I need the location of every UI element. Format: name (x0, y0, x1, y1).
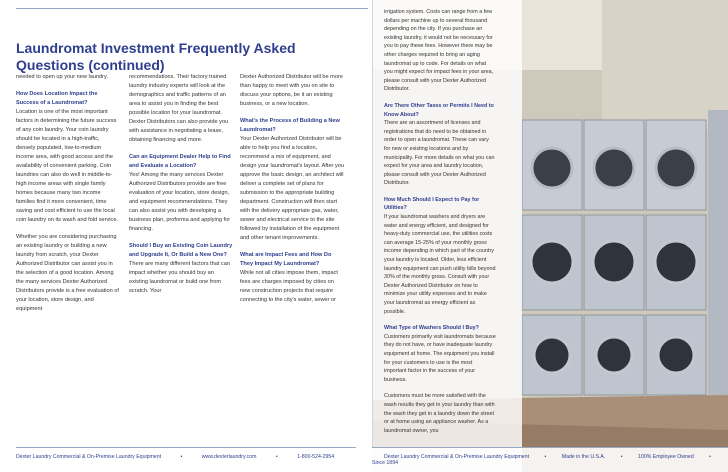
col1-text-3: Whether you are considering purchasing an existing laundry or building a new laundry from scratch, your Dexter Authorized Distributor can assist you in the selection of a good location. Among the many services Dexter Authorized Distributors provide is a free evaluation of your location, store design, and equipment (16, 234, 119, 312)
col4-paragraph-4 (384, 324, 496, 384)
col3-heading-2: What's the Process of Building a New Laundromat? (240, 118, 340, 133)
footer-right-since: Since 1894 (372, 460, 398, 466)
column-3 (240, 73, 344, 313)
footer-right-made: Made in the U.S.A. (561, 454, 606, 460)
col1-text-1: needed to open up your new laundry. (16, 74, 108, 80)
col4-text-1: irrigation system. Costs can range from a few dollars per machine up to several thousand depending on the city. If you purchase an existing laundry, it would not be necessary for you to pay these fees. However there may be other charges required to bring an aging laundromat up to code. For details on what you might expect for impact fees in your area, please consult with your Dexter Authorized Distributor. (384, 9, 494, 93)
col4-heading-3: How Much Should I Expect to Pay for Utilities? (384, 196, 480, 212)
footer-right (372, 447, 728, 472)
col3-text-3: While not all cities impose them, impact fees are charges imposed by cities on new construction projects that require connecting to the city's water, sewer or (240, 270, 338, 303)
col4-text-4: Customers primarily visit laundromats because they do not have, or have inadequate laundry equipment at home. The equipment you install for your customers to use is the most important factor in the success of your business. (384, 333, 496, 383)
col4-paragraph-5 (384, 392, 496, 435)
footer-left-phone: 1-800-524-2954 (297, 454, 335, 460)
col2-heading-3: Should I Buy an Existing Coin Laundry and Upgrade It, Or Build a New One? (129, 243, 233, 258)
footer-left-company: Dexter Laundry Commercial & On-Premise Laundry Equipment (16, 454, 162, 460)
col4-heading-2: Are There Other Taxes or Permits I Need to Know About? (384, 102, 494, 118)
col4-paragraph-3 (384, 196, 496, 316)
column-4 (384, 0, 496, 435)
col3-heading-3: What are Impact Fees and How Do They Impact My Laundromat? (240, 252, 332, 267)
col3-paragraph-2 (240, 117, 344, 243)
col4-heading-4: What Type of Washers Should I Buy? (384, 325, 479, 332)
top-rule (16, 8, 368, 9)
column-2 (129, 73, 233, 304)
footer-right-separator-1: • (544, 454, 547, 460)
col2-text-1: recommendations. Their factory trained laundry industry experts will look at the demographics and traffic patterns of an area to assist you in finding the best possible location for your laundromat. Dexter Distributors can also provide you with assistance in negotiating a lease, obtaining financing and more. (129, 74, 229, 143)
col1-text-2: Location is one of the most important factors in determining the future success of any coin laundry. Your coin laundry should be located in a high-traffic, densely populated, low-to-medium income area, with good access and the availability of convenient parking. Coin laundries can also do well in middle-to-high income areas with single family homes because many two income families find it more convenient, time saving and cost efficient to use the local coin laundry on its wash and fold service. (16, 109, 118, 223)
col2-text-2: Yes! Among the many services Dexter Authorized Distributors provide are free evaluation of your location, store design, and equipment recommendations. They can also assist you with developing a business plan, proforma and applying for financing. (129, 172, 231, 232)
col2-paragraph-2 (129, 153, 233, 234)
footer-right-separator-2: • (620, 454, 623, 460)
page-gutter (372, 0, 373, 472)
footer-left-website[interactable]: www.dexterlaundry.com (201, 454, 257, 460)
footer-right-owned: 100% Employee Owned (638, 454, 694, 460)
col1-paragraph-3 (16, 233, 120, 314)
footer-right-separator-3: • (709, 454, 711, 460)
col4-text-3: If your laundromat washers and dryers are water and energy efficient, and designed for heavy-duty commercial use, the utilities costs can average 15-25% of your monthly gross income depending in which part of the country your laundry is located. Older, less efficient laundry equipment can push utility bills beyond 30% of the monthly gross. Consult with your Dexter Authorized Distributor on how to minimize your utility expenses and to make your laundromat as energy efficient as possible. (384, 214, 496, 315)
col2-text-3: There are many different factors that can impact whether you should buy an existing laundromat or build one from scratch. Your (129, 261, 230, 294)
footer-left-separator-1: • (180, 454, 183, 460)
col4-paragraph-2 (384, 102, 496, 188)
col1-paragraph-2 (16, 90, 120, 225)
footer-left (16, 447, 356, 460)
col3-paragraph-1 (240, 73, 344, 109)
column-1 (16, 73, 120, 322)
col2-paragraph-1 (129, 73, 233, 145)
right-text-panel (372, 0, 522, 472)
col1-heading-2: How Does Location Impact the Success of a Laundromat? (16, 91, 98, 106)
col4-text-5: Customers must be more satisfied with the wash results they get in your laundry than with the wash they get in a laundry down the street or at home using an appliance washer. As a laundromat owner, you (384, 393, 495, 434)
col3-paragraph-3 (240, 251, 344, 305)
col2-paragraph-3 (129, 242, 233, 296)
col4-text-2: There are an assortment of licenses and registrations that do need to be obtained in order to open a laundromat. These can vary for new or existing locations and by municipality. For more details on what you can expect for your area and laundry location, please consult with your Dexter Authorized Distributor. (384, 120, 495, 187)
col1-paragraph-1 (16, 73, 120, 82)
footer-right-company: Dexter Laundry Commercial & On-Premise Laundry Equipment (384, 454, 530, 460)
col2-heading-2: Can an Equipment Dealer Help to Find and Evaluate a Location? (129, 154, 231, 169)
col3-text-2: Your Dexter Authorized Distributor will be able to help you find a location, recommend a mix of equipment, and design your laundromat's layout. After you approve the basic design, an architect will deliver a complete set of plans for submission to the appropriate building department. Construction will then start with the delivery appropriate gas, water, sewer and electrical service to the site followed by installation of the equipment and other tenant improvements. (240, 136, 344, 241)
col4-paragraph-1 (384, 8, 496, 94)
page-title: Laundromat Investment Frequently Asked Questions (continued) (16, 40, 296, 73)
col3-text-1: Dexter Authorized Distributor will be more than happy to meet with you on site to discuss your options, be it an existing business, or a new location. (240, 74, 343, 107)
footer-left-separator-2: • (275, 454, 278, 460)
